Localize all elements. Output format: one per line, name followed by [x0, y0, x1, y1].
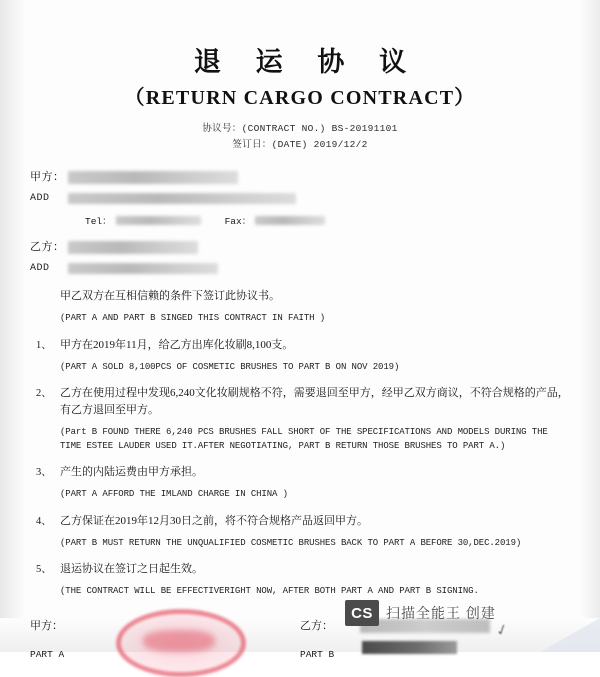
- party-a-address-row: [30, 193, 570, 204]
- signature-party-a: [30, 617, 300, 676]
- clause-4-chinese: 乙方保证在2019年12月30日之前，将不符合规格产品返回甲方。: [60, 514, 368, 527]
- party-b-address-redacted: [68, 263, 218, 274]
- company-seal-stamp: [116, 609, 246, 677]
- clause-1-english: (PART A SOLD 8,100PCS OF COSMETIC BRUSHES TO PART B ON NOV 2019): [60, 361, 400, 372]
- tel-value-redacted: [116, 216, 201, 225]
- document-title-english: （RETURN CARGO CONTRACT）: [124, 87, 476, 109]
- contract-number: 协议号：(CONTRACT NO.) BS-20191101: [202, 123, 398, 134]
- clause-2-number: 2、: [36, 388, 52, 400]
- intro-chinese: 甲乙双方在互相信赖的条件下签订此协议书。: [60, 290, 280, 303]
- intro-block: [60, 288, 570, 326]
- signature-party-a-label-cn: 甲方：: [30, 619, 63, 632]
- clause-2-chinese: 乙方在使用过程中发现6,240文化妆刷规格不符，需要退回至甲方，经甲乙双方商议，不符合规格的产品，有乙方退回至甲方。: [60, 387, 569, 417]
- clause-5-chinese: 退运协议在签订之日起生效。: [60, 563, 203, 576]
- clause-5-number: 5、: [36, 564, 52, 576]
- fax-label: Fax：: [224, 216, 252, 228]
- clause-3: [30, 464, 570, 502]
- clause-1: [30, 337, 570, 375]
- tel-label: Tel：: [85, 216, 112, 228]
- party-a-name-row: [30, 169, 570, 186]
- clause-5-english: (THE CONTRACT WILL BE EFFECTIVERIGHT NOW, AFTER BOTH PART A AND PART B SIGNING.: [60, 586, 479, 597]
- signature-party-a-label-en: PART A: [30, 648, 65, 660]
- document-content: [30, 28, 570, 676]
- camscanner-watermark-text: 扫描全能王 创建: [386, 605, 496, 621]
- clause-2: [30, 385, 570, 453]
- document-title-chinese: 退 运 协 议: [193, 47, 421, 77]
- clause-4-english: (PART B MUST RETURN THE UNQUALIFIED COSMETIC BRUSHES BACK TO PART A BEFORE 30,DEC.2019): [60, 537, 522, 548]
- party-b-name-row: [30, 239, 570, 256]
- contact-row: [85, 213, 570, 227]
- clause-3-chinese: 产生的内陆运费由甲方承担。: [60, 466, 203, 479]
- party-a-address-redacted: [68, 193, 296, 204]
- clause-4: [30, 513, 570, 551]
- signature-check-mark: ✓: [493, 621, 511, 641]
- signature-party-b-label-cn: 乙方：: [300, 619, 333, 632]
- party-a-label: 甲方：: [30, 171, 65, 183]
- camscanner-badge-icon: CS: [345, 600, 379, 626]
- signature-party-b-label-en: PART B: [300, 648, 335, 660]
- contract-date: 签订日：(DATE) 2019/12/2: [232, 139, 368, 150]
- clause-3-number: 3、: [36, 467, 52, 479]
- scan-edge-left: [0, 0, 26, 652]
- party-a-address-label: ADD: [30, 193, 50, 205]
- clause-1-number: 1、: [36, 339, 52, 351]
- party-b-address-row: [30, 263, 570, 274]
- clause-5: [30, 561, 570, 599]
- clause-1-chinese: 甲方在2019年11月，给乙方出库化妆刷8,100支。: [60, 338, 294, 351]
- clause-4-number: 4、: [36, 515, 52, 527]
- scan-edge-right: [580, 0, 600, 652]
- clause-3-english: (PART A AFFORD THE IMLAND CHARGE IN CHINA ): [60, 489, 288, 500]
- party-a-name-redacted: [68, 171, 238, 184]
- party-b-address-label: ADD: [30, 263, 50, 275]
- intro-english: (PART A AND PART B SINGED THIS CONTRACT IN FAITH ): [60, 313, 326, 324]
- clause-2-english: (Part B FOUND THERE 6,240 PCS BRUSHES FALL SHORT OF THE SPECIFICATIONS AND MODELS DURING THE TIME ESTEE LAUDER USED IT.AFTER NEGOTIATING, PART B RETURN THOSE BRUSHES TO PART A.): [60, 427, 548, 451]
- party-b-label: 乙方：: [30, 241, 65, 254]
- camscanner-watermark: [345, 600, 496, 626]
- fax-value-redacted: [255, 216, 325, 225]
- party-b-name-redacted: [68, 241, 198, 254]
